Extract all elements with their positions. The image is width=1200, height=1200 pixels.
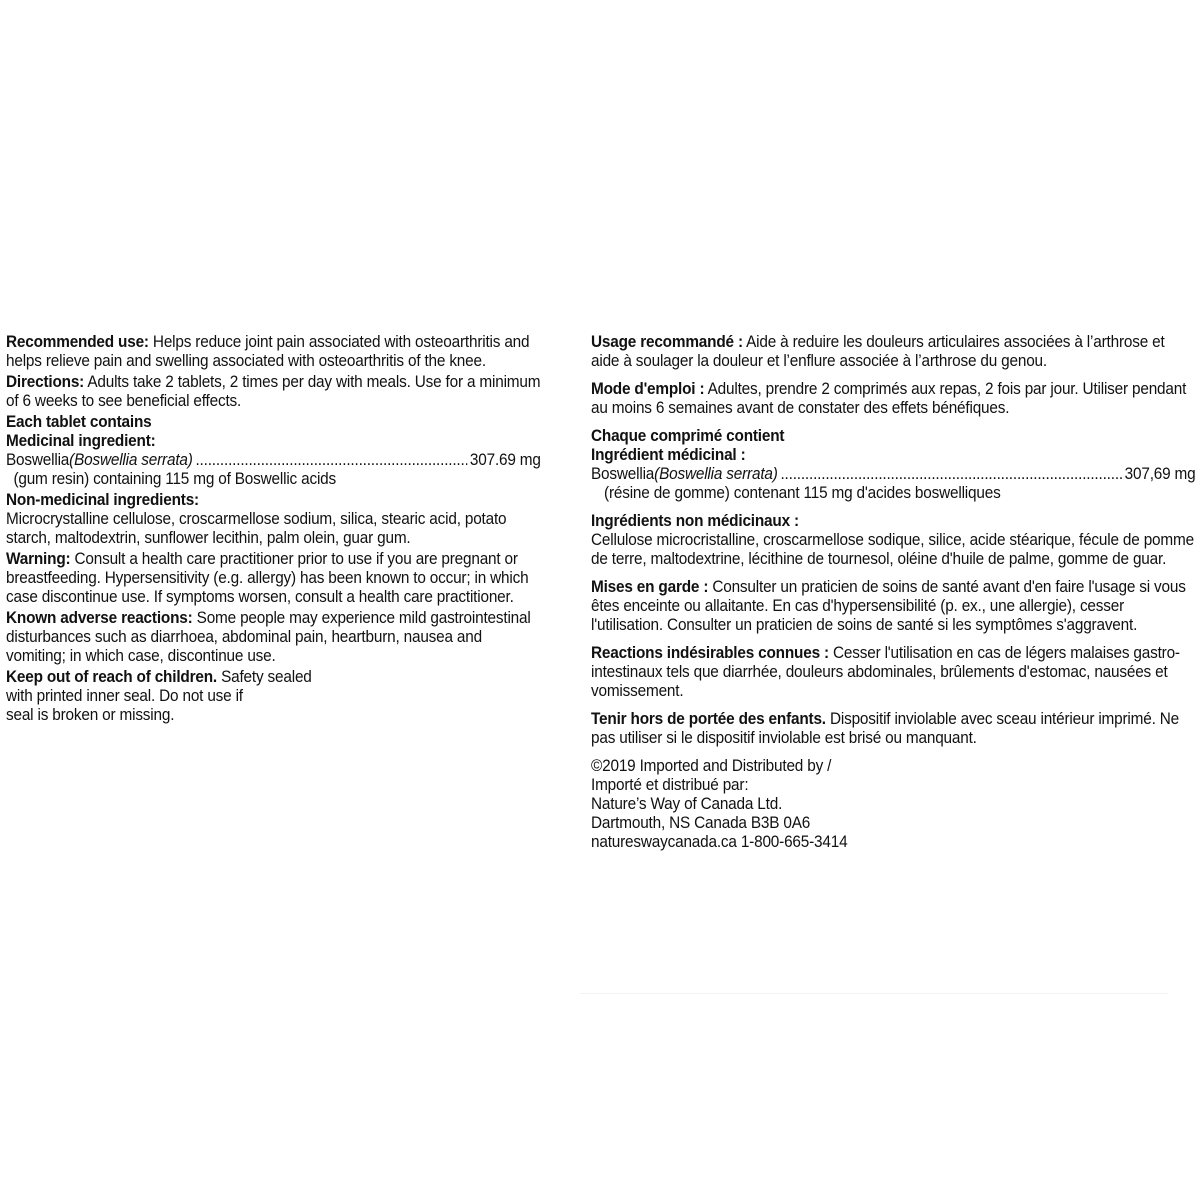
ingredient-detail-fr: (résine de gomme) contenant 115 mg d'acides boswelliques (604, 484, 1001, 502)
warning-label-fr: Mises en garde : (591, 578, 709, 596)
warning-label-en: Warning: (6, 550, 71, 568)
ingredients-en (6, 413, 541, 489)
keep-out-label-fr: Tenir hors de portée des enfants. (591, 710, 826, 728)
recommended-use-text-fr: Aide à reduire les douleurs articulaires associées à l’arthrose et aide à soulager la douleur et l’enflure associée à l’arthrose du genou. (591, 333, 1165, 370)
keep-out-label-en: Keep out of reach of children. (6, 668, 217, 686)
ingredient-detail-en: (gum resin) containing 115 mg of Boswellic acids (13, 470, 337, 488)
warning-text-fr: Consulter un praticien de soins de santé avant d'en faire l'usage si vous êtes enceinte ou allaitante. En cas d'hypersensibilité (p. ex., une allergie), cesser l'utilisation. Consulter un praticien de soins de santé si les symptômes s'aggravent. (591, 578, 1186, 634)
ingredient-amount-fr: 307,69 mg (1124, 465, 1196, 483)
recommended-use-fr (591, 333, 1196, 371)
adverse-label-fr: Reactions indésirables connues : (591, 644, 829, 662)
distributor-copyright: ©2019 Imported and Distributed by / (591, 757, 832, 775)
warning-fr (591, 578, 1196, 635)
each-tablet-heading-fr: Chaque comprimé contient (591, 427, 785, 445)
medicinal-heading-fr: Ingrédient médicinal : (591, 446, 746, 464)
recommended-use-text-en: Helps reduce joint pain associated with osteoarthritis and helps relieve pain and swelling associated with osteoarthritis of the knee. (6, 333, 530, 370)
french-label-column (591, 333, 1196, 861)
ingredient-name-fr: Boswellia (591, 465, 655, 483)
medicinal-heading-en: Medicinal ingredient: (6, 432, 156, 450)
distributor-company: Nature’s Way of Canada Ltd. (591, 795, 783, 813)
distributor-block (591, 757, 1196, 852)
recommended-use-label-en: Recommended use: (6, 333, 149, 351)
non-medicinal-label-fr: Ingrédients non médicinaux : (591, 512, 799, 530)
warning-text-en: Consult a health care practitioner prior to use if you are pregnant or breastfeeding. Hypersensitivity (e.g. allergy) has been known to occur; in which case discontinue use. If symptoms worsen, consult a health care practitioner. (6, 550, 529, 606)
faint-divider (580, 993, 1168, 994)
recommended-use-label-fr: Usage recommandé : (591, 333, 743, 351)
distributor-fr-line: Importé et distribué par: (591, 776, 749, 794)
ingredient-latin-fr: (Boswellia serrata) (654, 465, 778, 483)
each-tablet-heading-en: Each tablet contains (6, 413, 152, 431)
ingredient-amount-en: 307.69 mg (469, 451, 541, 469)
keep-out-en (6, 668, 541, 725)
directions-fr (591, 380, 1196, 418)
non-medicinal-en (6, 491, 541, 548)
medicinal-ingredient-line-en (6, 451, 541, 470)
directions-label-fr: Mode d'emploi : (591, 380, 705, 398)
keep-out-text-fr: Dispositif inviolable avec sceau intérieur imprimé. Ne pas utiliser si le dispositif inviolable est brisé ou manquant. (591, 710, 1179, 747)
adverse-label-en: Known adverse reactions: (6, 609, 193, 627)
adverse-reactions-fr (591, 644, 1196, 701)
distributor-contact: naturesway​canada.ca 1-800-665-3414 (591, 833, 848, 851)
directions-en (6, 373, 541, 411)
leader-dots (780, 465, 1121, 484)
non-medicinal-text-fr: Cellulose microcristalline, croscarmellose sodique, silice, acide stéarique, fécule de pomme de terre, maltodextrine, lécithine de tournesol, oléine d'huile de palme, gomme de guar. (591, 531, 1194, 568)
english-label-column (6, 333, 541, 727)
distributor-address: Dartmouth, NS Canada B3B 0A6 (591, 814, 811, 832)
adverse-text-fr: Cesser l'utilisation en cas de légers malaises gastro-intestinaux tels que diarrhée, douleurs abdominales, brûlements d'estomac, nausées et vomissement. (591, 644, 1180, 700)
adverse-reactions-en (6, 609, 541, 666)
directions-text-en: Adults take 2 tablets, 2 times per day with meals. Use for a minimum of 6 weeks to see beneficial effects. (6, 373, 541, 410)
adverse-text-en: Some people may experience mild gastrointestinal disturbances such as diarrhoea, abdominal pain, heartburn, nausea and vomiting; in which case, discontinue use. (6, 609, 531, 665)
non-medicinal-fr (591, 512, 1196, 569)
non-medicinal-label-en: Non-medicinal ingredients: (6, 491, 199, 509)
non-medicinal-text-en: Microcrystalline cellulose, croscarmellose sodium, silica, stearic acid, potato starch, maltodextrin, sunflower lecithin, palm olein, guar gum. (6, 510, 507, 547)
keep-out-fr (591, 710, 1196, 748)
ingredients-fr (591, 427, 1196, 503)
keep-out-line1-en: Safety sealed (216, 668, 312, 686)
directions-text-fr: Adultes, prendre 2 comprimés aux repas, 2 fois par jour. Utiliser pendant au moins 6 semaines avant de constater des effets bénéfiques. (591, 380, 1187, 417)
keep-out-line3-en: seal is broken or missing. (6, 706, 175, 724)
ingredient-latin-en: (Boswellia serrata) (69, 451, 193, 469)
leader-dots (195, 451, 467, 470)
ingredient-name-en: Boswellia (6, 451, 70, 469)
medicinal-ingredient-line-fr (591, 465, 1196, 484)
keep-out-line2-en: with printed inner seal. Do not use if (6, 687, 243, 705)
recommended-use-en (6, 333, 541, 371)
directions-label-en: Directions: (6, 373, 85, 391)
warning-en (6, 550, 541, 607)
